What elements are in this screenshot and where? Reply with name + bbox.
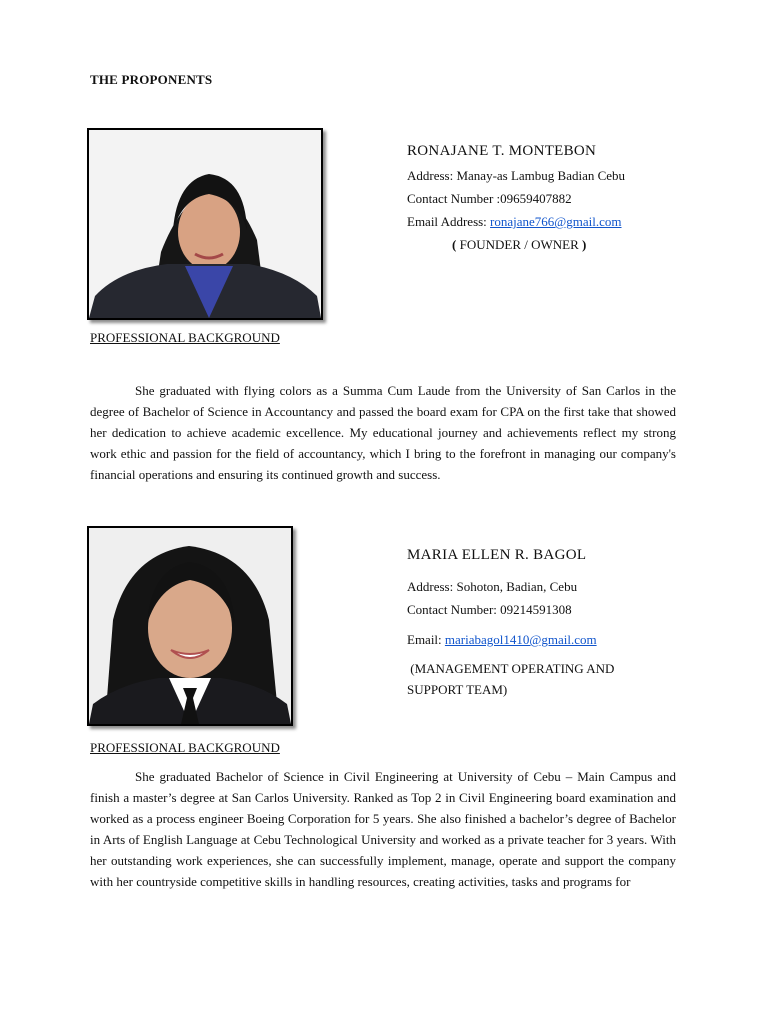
proponent-name: RONAJANE T. MONTEBON	[407, 143, 597, 159]
role-paren-open: (	[452, 237, 460, 252]
profile-photo-bagol	[87, 526, 293, 726]
proponent-contact: Contact Number :09659407882	[407, 191, 572, 206]
email-label: Email Address:	[407, 214, 491, 229]
email-link[interactable]: ronajane766@gmail.com	[490, 214, 622, 229]
portrait-image	[89, 130, 321, 318]
role-text: FOUNDER / OWNER	[459, 237, 583, 252]
page-heading: THE PROPONENTS	[90, 72, 213, 87]
background-paragraph: She graduated Bachelor of Science in Civil Engineering at University of Cebu – Main Campus and finish a master’s degree at San Carlos University. Ranked as Top 2 in Civil Engineering board examination and worked as a process engineer Boeing Corporation for 5 years. She also finished a bachelor’s degree of Bachelor in Arts of English Language at Cebu Technological University and worked as a private teacher for 3 years. With her outstanding work experiences, she can successfully implement, manage, operate and support the company with her countryside competitive skills in handling resources, creating activities, tasks and programs for	[90, 769, 676, 889]
proponent-role-line2: SUPPORT TEAM)	[407, 682, 508, 697]
email-link[interactable]: mariabagol1410@gmail.com	[444, 632, 597, 647]
portrait-image	[89, 528, 291, 724]
proponent-role: (MANAGEMENT OPERATING AND	[407, 661, 615, 676]
proponent-email-row	[407, 214, 622, 230]
background-paragraph: She graduated with flying colors as a Summa Cum Laude from the University of San Carlos in the degree of Bachelor of Science in Accountancy and passed the board exam for CPA on the first take that showed her dedication to achieve academic excellence. My educational journey and achievements reflect my strong work ethic and passion for the field of accountancy, which I bring to the forefront in managing our company's financial operations and ensuring its continued growth and success.	[90, 383, 676, 482]
role-paren-close: )	[582, 237, 587, 252]
section-title: PROFESSIONAL BACKGROUND	[90, 330, 280, 345]
proponent-contact: Contact Number: 09214591308	[407, 602, 572, 617]
proponent-name: MARIA ELLEN R. BAGOL	[407, 547, 587, 563]
proponent-address: Address: Sohoton, Badian, Cebu	[407, 579, 578, 594]
proponent-role	[452, 237, 586, 253]
profile-photo-montebon	[87, 128, 323, 320]
proponent-address: Address: Manay-as Lambug Badian Cebu	[407, 168, 626, 183]
proponent-email-row	[407, 632, 597, 648]
section-title: PROFESSIONAL BACKGROUND	[90, 740, 280, 755]
email-label: Email:	[407, 632, 445, 647]
